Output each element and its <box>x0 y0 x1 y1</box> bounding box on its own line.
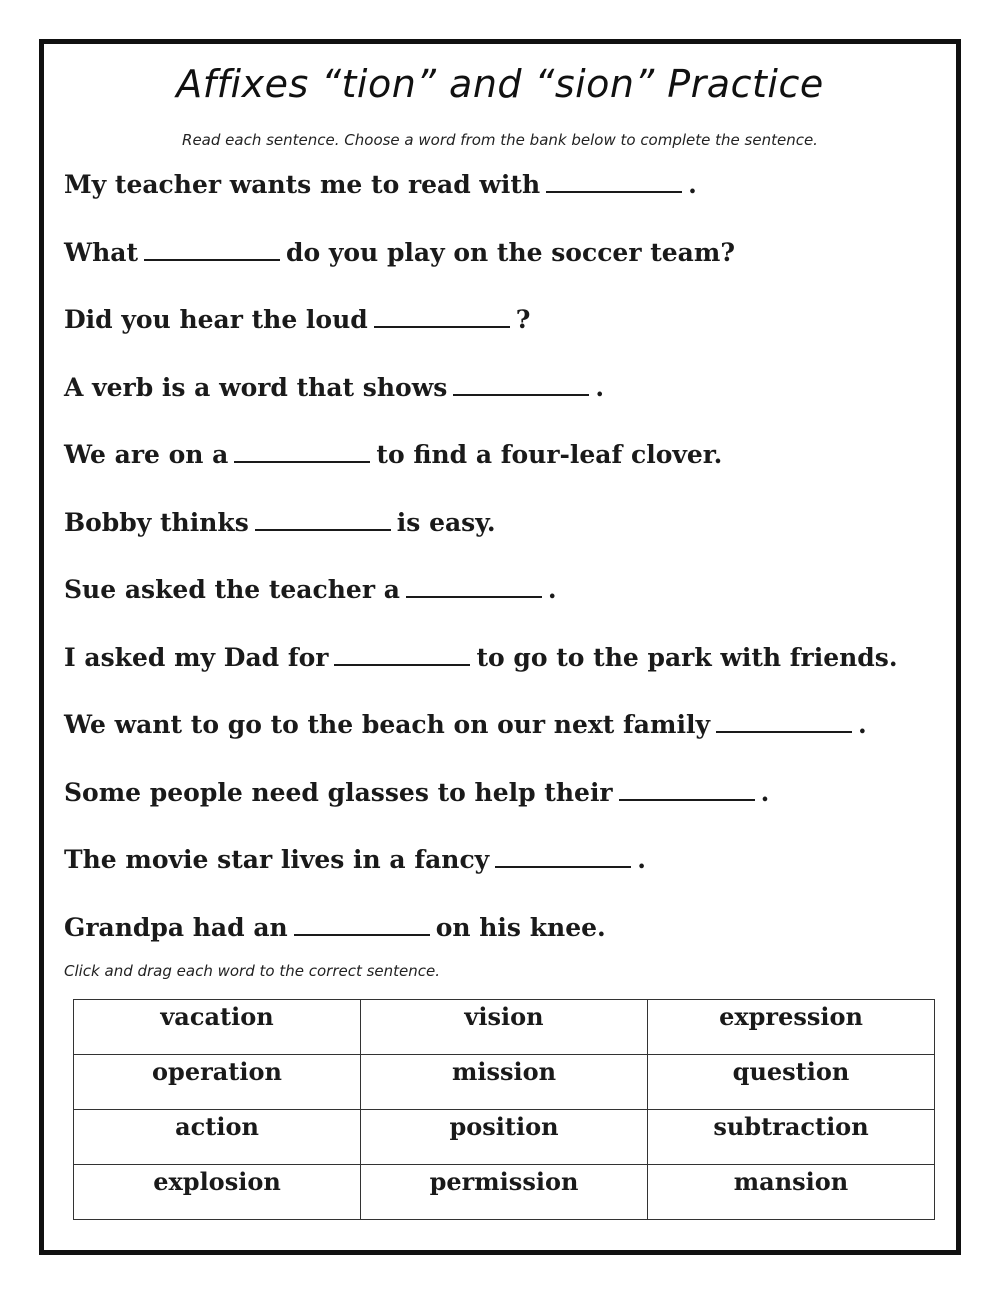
sentence-4: A verb is a word that shows . <box>64 365 944 433</box>
sentence-5: We are on a to find a four-leaf clover. <box>64 432 944 500</box>
sentence-2: What do you play on the soccer team? <box>64 230 944 298</box>
answer-blank[interactable] <box>619 773 755 801</box>
answer-blank[interactable] <box>453 368 589 396</box>
answer-blank[interactable] <box>234 435 370 463</box>
word-tile[interactable]: permission <box>361 1165 648 1220</box>
sentence-11: The movie star lives in a fancy . <box>64 837 944 905</box>
sentence-10: Some people need glasses to help their . <box>64 770 944 838</box>
sentence-6: Bobby thinks is easy. <box>64 500 944 568</box>
worksheet-title: Affixes “tion” and “sion” Practice <box>176 62 824 106</box>
word-bank-row <box>74 1000 935 1055</box>
word-tile[interactable]: position <box>361 1110 648 1165</box>
answer-blank[interactable] <box>255 503 391 531</box>
answer-blank[interactable] <box>374 300 510 328</box>
word-tile[interactable]: explosion <box>74 1165 361 1220</box>
word-tile[interactable]: vacation <box>74 1000 361 1055</box>
drag-hint: Click and drag each word to the correct sentence. <box>64 962 441 980</box>
sentence-12: Grandpa had an on his knee. <box>64 905 944 973</box>
answer-blank[interactable] <box>334 638 470 666</box>
answer-blank[interactable] <box>294 908 430 936</box>
word-tile[interactable]: action <box>74 1110 361 1165</box>
word-bank-row <box>74 1110 935 1165</box>
word-bank-row <box>74 1055 935 1110</box>
sentence-list <box>64 162 944 972</box>
answer-blank[interactable] <box>495 840 631 868</box>
word-tile[interactable]: vision <box>361 1000 648 1055</box>
answer-blank[interactable] <box>144 233 280 261</box>
word-tile[interactable]: mission <box>361 1055 648 1110</box>
sentence-3: Did you hear the loud ? <box>64 297 944 365</box>
instructions: Read each sentence. Choose a word from the bank below to complete the sentence. <box>182 131 818 149</box>
word-tile[interactable]: mansion <box>648 1165 935 1220</box>
word-tile[interactable]: expression <box>648 1000 935 1055</box>
word-bank <box>73 999 935 1220</box>
answer-blank[interactable] <box>406 570 542 598</box>
word-tile[interactable]: operation <box>74 1055 361 1110</box>
sentence-9: We want to go to the beach on our next family . <box>64 702 944 770</box>
sentence-1: My teacher wants me to read with . <box>64 162 944 230</box>
answer-blank[interactable] <box>546 165 682 193</box>
worksheet-frame <box>39 39 961 1255</box>
word-bank-row <box>74 1165 935 1220</box>
answer-blank[interactable] <box>716 705 852 733</box>
sentence-7: Sue asked the teacher a . <box>64 567 944 635</box>
sentence-8: I asked my Dad for to go to the park with friends. <box>64 635 944 703</box>
word-tile[interactable]: question <box>648 1055 935 1110</box>
word-tile[interactable]: subtraction <box>648 1110 935 1165</box>
